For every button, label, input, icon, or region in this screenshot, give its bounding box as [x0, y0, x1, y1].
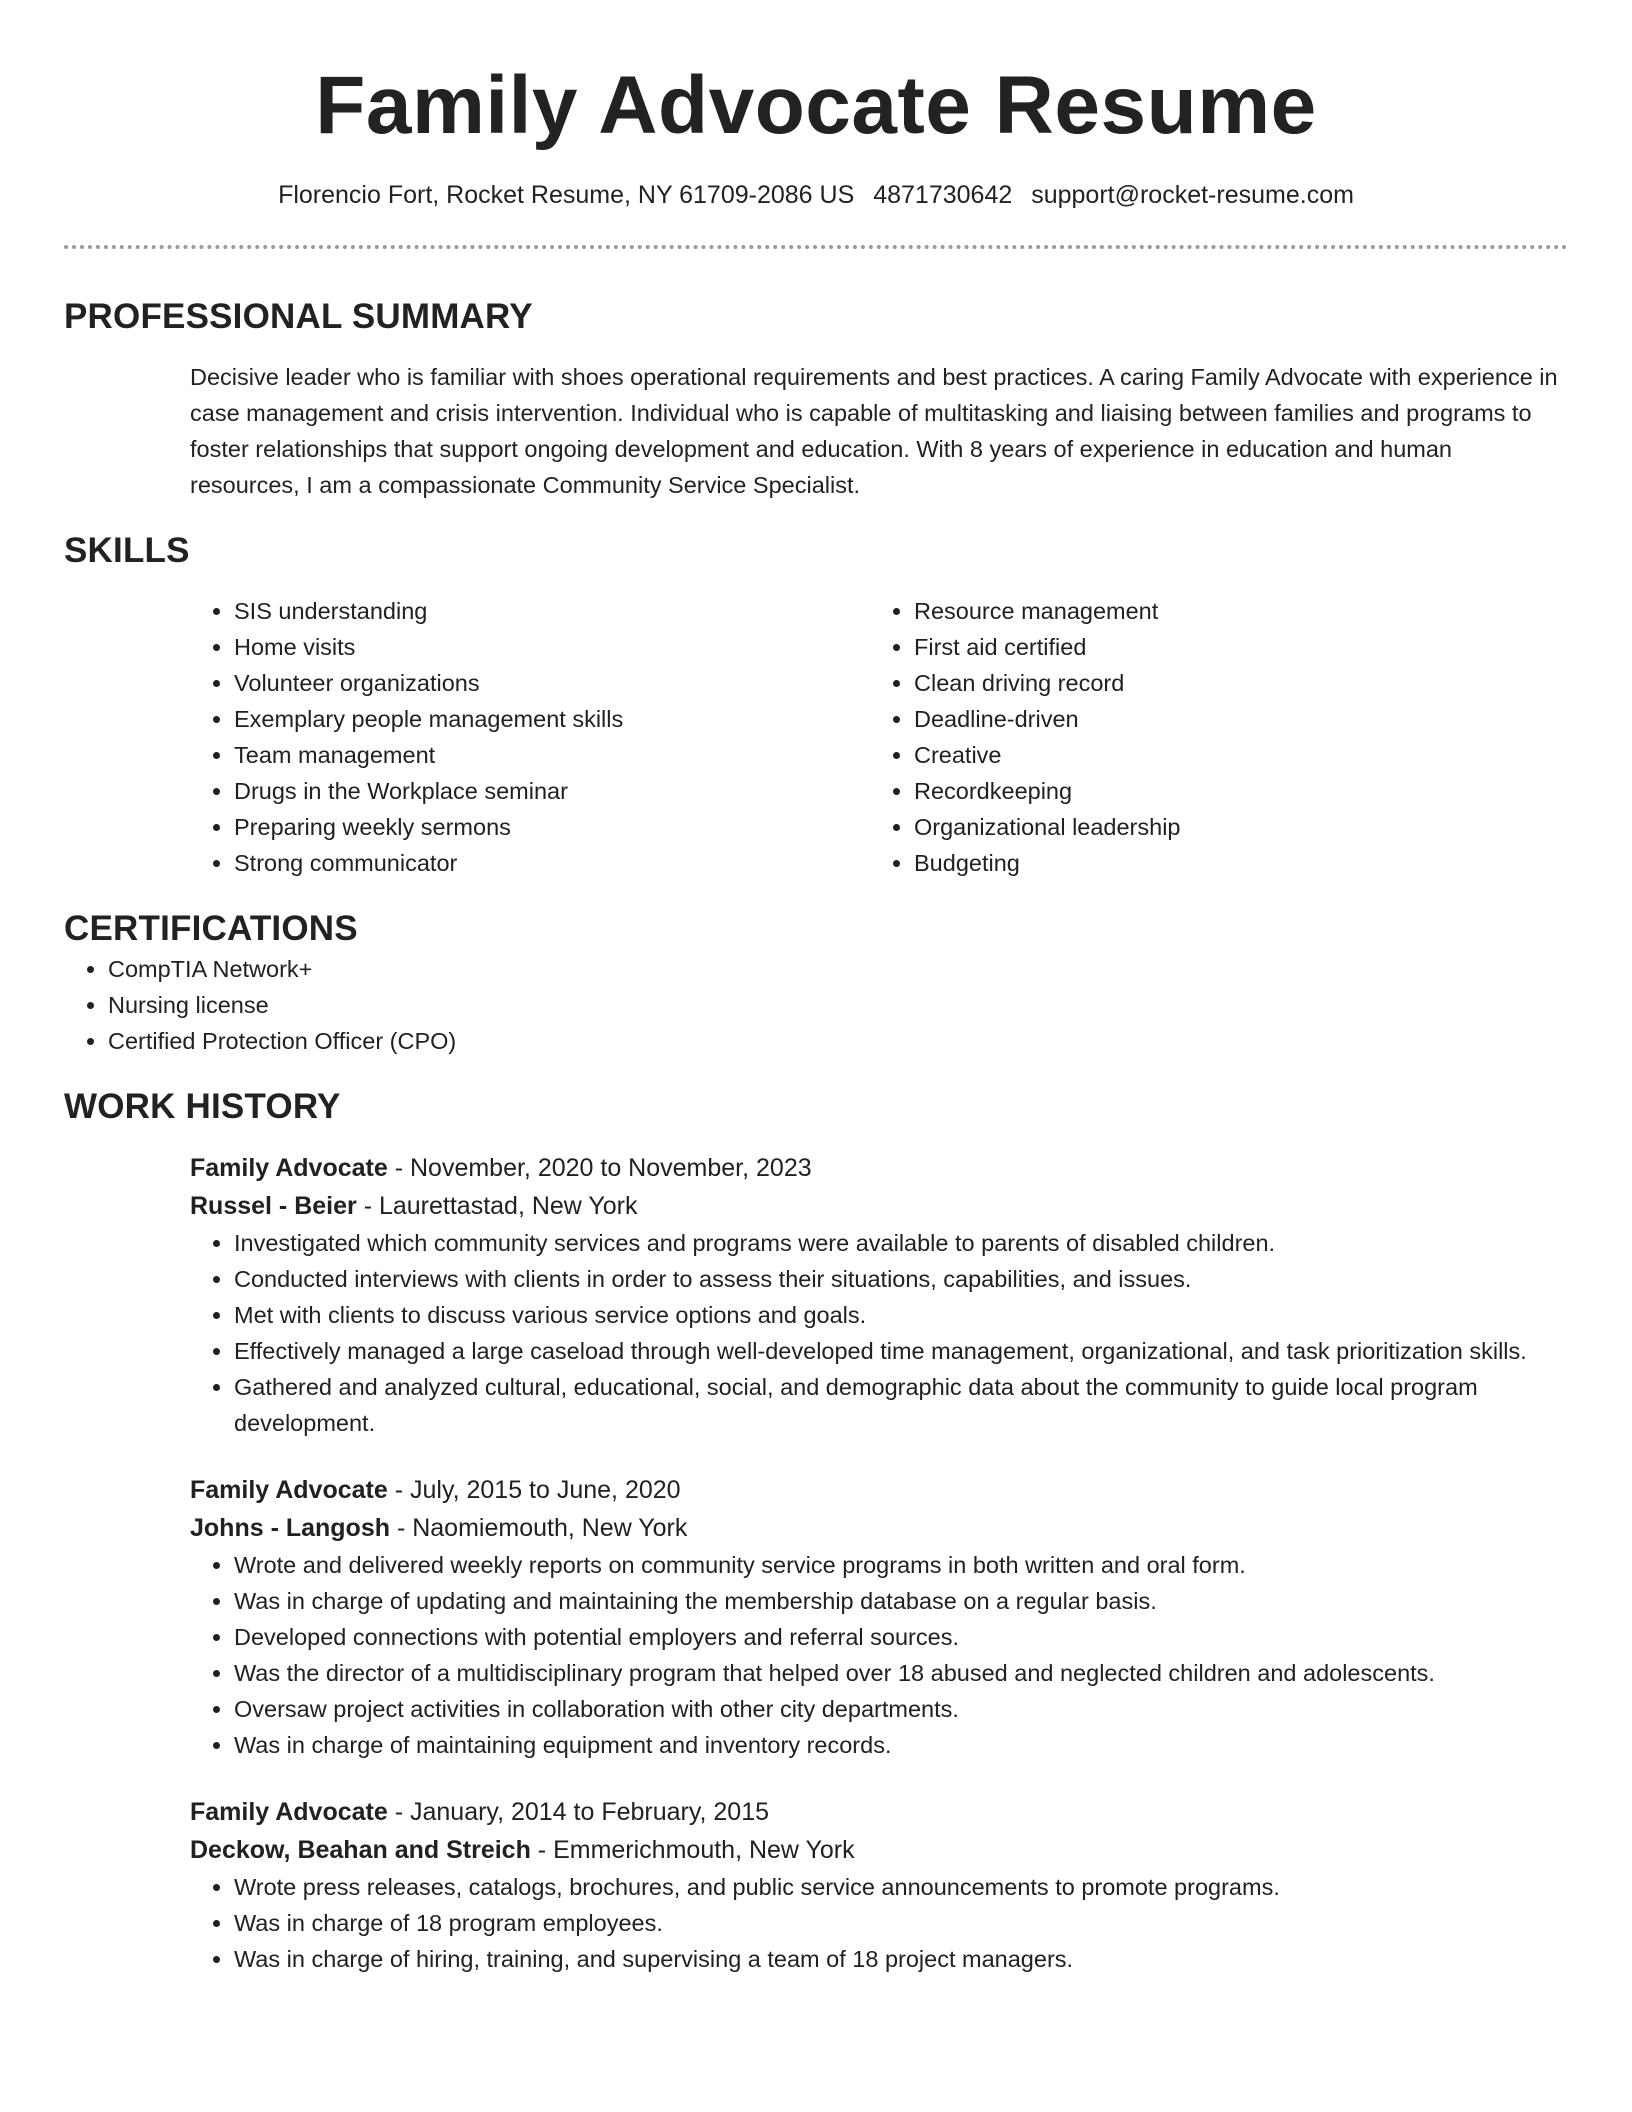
job-title-line [190, 1793, 1568, 1831]
certifications-list [64, 951, 1568, 1059]
job-duty: • Wrote press releases, catalogs, brochures, and public service announcements to promote programs. [234, 1869, 1568, 1905]
skills-left-list [190, 593, 870, 881]
skill-item: • Team management [234, 737, 870, 773]
job-duty: • Was in charge of hiring, training, and supervising a team of 18 project managers. [234, 1941, 1568, 1977]
contact-line [64, 178, 1568, 212]
summary-heading: PROFESSIONAL SUMMARY [64, 297, 533, 336]
skills-column-left [190, 593, 870, 881]
resume-title: Family Advocate Resume [315, 60, 1317, 151]
job-company-line [190, 1187, 1568, 1225]
job-duty: • Was in charge of maintaining equipment and inventory records. [234, 1727, 1568, 1763]
contact-address: Florencio Fort, Rocket Resume, NY 61709-2086 US [278, 181, 855, 209]
skills-right-list [870, 593, 1550, 881]
job-duties-list [190, 1225, 1568, 1441]
job-title: Family Advocate [190, 1476, 388, 1504]
certification-item: • CompTIA Network+ [108, 951, 1568, 987]
skill-item: • Creative [914, 737, 1550, 773]
job-dates: July, 2015 to June, 2020 [409, 1476, 681, 1504]
separator: - [390, 1514, 413, 1542]
job-company-line [190, 1509, 1568, 1547]
skill-item: • SIS understanding [234, 593, 870, 629]
job-dates: November, 2020 to November, 2023 [409, 1154, 812, 1182]
header-divider [64, 245, 1568, 249]
job-duty: • Developed connections with potential employers and referral sources. [234, 1619, 1568, 1655]
skill-item: • Deadline-driven [914, 701, 1550, 737]
certification-item: • Certified Protection Officer (CPO) [108, 1023, 1568, 1059]
job-duties-list [190, 1547, 1568, 1763]
job-location: Emmerichmouth, New York [553, 1836, 855, 1864]
skill-item: • First aid certified [914, 629, 1550, 665]
separator: - [387, 1476, 410, 1504]
skill-item: • Resource management [914, 593, 1550, 629]
certifications-heading: CERTIFICATIONS [64, 909, 358, 948]
job-title: Family Advocate [190, 1798, 388, 1826]
skills-heading: SKILLS [64, 531, 190, 570]
job-duty: • Conducted interviews with clients in order to assess their situations, capabilities, and issues. [234, 1261, 1568, 1297]
skill-item: • Organizational leadership [914, 809, 1550, 845]
skill-item: • Recordkeeping [914, 773, 1550, 809]
separator: - [356, 1192, 379, 1220]
skill-item: • Budgeting [914, 845, 1550, 881]
job-duty: • Effectively managed a large caseload through well-developed time management, organizational, and task prioritization skills. [234, 1333, 1568, 1369]
skill-item: • Volunteer organizations [234, 665, 870, 701]
skill-item: • Drugs in the Workplace seminar [234, 773, 870, 809]
certification-item: • Nursing license [108, 987, 1568, 1023]
skill-item: • Clean driving record [914, 665, 1550, 701]
job-duty: • Was in charge of updating and maintaining the membership database on a regular basis. [234, 1583, 1568, 1619]
job-company: Johns - Langosh [190, 1514, 390, 1542]
summary-text: Decisive leader who is familiar with shoes operational requirements and best practices. A caring Family Advocate with experience in case management and crisis intervention. Individual who is capable of multitasking and liaising between families and programs to foster relationships that support ongoing development and education. With 8 years of experience in education and human resources, I am a compassionate Community Service Specialist. [190, 364, 1558, 498]
job-entry [190, 1149, 1568, 1441]
job-location: Naomiemouth, New York [412, 1514, 688, 1542]
job-entry [190, 1471, 1568, 1763]
skills-list [190, 593, 1568, 881]
skill-item: • Home visits [234, 629, 870, 665]
job-title-line [190, 1471, 1568, 1509]
job-company: Russel - Beier [190, 1192, 357, 1220]
job-duty: • Oversaw project activities in collaboration with other city departments. [234, 1691, 1568, 1727]
job-duty: • Wrote and delivered weekly reports on community service programs in both written and oral form. [234, 1547, 1568, 1583]
skill-item: • Strong communicator [234, 845, 870, 881]
contact-phone: 4871730642 [873, 181, 1013, 209]
separator: - [387, 1798, 410, 1826]
separator: - [530, 1836, 554, 1864]
work-history-heading: WORK HISTORY [64, 1087, 341, 1126]
job-entry [190, 1793, 1568, 1977]
job-duty: • Investigated which community services and programs were available to parents of disabled children. [234, 1225, 1568, 1261]
job-title-line [190, 1149, 1568, 1187]
separator: - [387, 1154, 410, 1182]
job-company-line [190, 1831, 1568, 1869]
job-duty: • Was in charge of 18 program employees. [234, 1905, 1568, 1941]
job-duty: • Gathered and analyzed cultural, educational, social, and demographic data about the community to guide local program development. [234, 1369, 1568, 1441]
contact-email: support@rocket-resume.com [1031, 181, 1354, 209]
job-duty: • Was the director of a multidisciplinary program that helped over 18 abused and neglected children and adolescents. [234, 1655, 1568, 1691]
job-location: Laurettastad, New York [378, 1192, 638, 1220]
skill-item: • Preparing weekly sermons [234, 809, 870, 845]
job-dates: January, 2014 to February, 2015 [409, 1798, 770, 1826]
job-company: Deckow, Beahan and Streich [190, 1836, 531, 1864]
skills-column-right [870, 593, 1550, 881]
job-title: Family Advocate [190, 1154, 388, 1182]
job-duty: • Met with clients to discuss various service options and goals. [234, 1297, 1568, 1333]
skill-item: • Exemplary people management skills [234, 701, 870, 737]
job-duties-list [190, 1869, 1568, 1977]
